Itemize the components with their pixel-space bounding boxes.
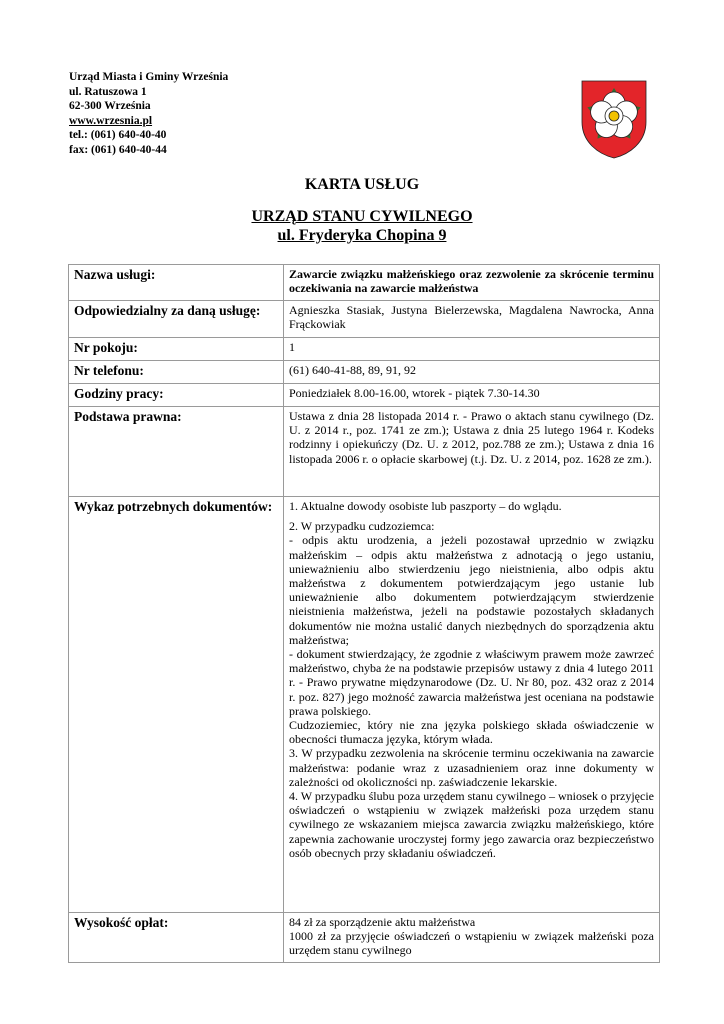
office-address-subtitle: ul. Fryderyka Chopina 9: [277, 227, 447, 244]
office-street: ul. Ratuszowa 1: [69, 85, 147, 98]
office-city: 62-300 Września: [69, 100, 151, 113]
document-item: Cudzoziemiec, który nie zna języka polskiego składa oświadczenie w obecności tłumacza języka, którym włada.: [289, 718, 654, 747]
service-name-value: Zawarcie związku małżeńskiego oraz zezwolenie za skrócenie terminu oczekiwania na zawarcie małżeństwa: [284, 265, 660, 301]
table-row: [69, 913, 660, 963]
coat-of-arms-icon: [578, 78, 650, 160]
document-item: 3. W przypadku zezwolenia na skrócenie terminu oczekiwania na zawarcie małżeństwa: podanie wraz z uzasadnieniem oraz inne dokumenty w zależności od okoliczności np. zaświadczenie lekarskie.: [289, 746, 654, 789]
table-row: [69, 338, 660, 361]
row-label: Nazwa usługi:: [69, 265, 284, 301]
table-row: [69, 361, 660, 384]
row-label: Wykaz potrzebnych dokumentów:: [69, 497, 284, 913]
office-department: URZĄD STANU CYWILNEGO: [251, 208, 473, 225]
office-phone: tel.: (061) 640-40-40: [69, 129, 167, 142]
working-hours-value: Poniedziałek 8.00-16.00, wtorek - piątek 7.30-14.30: [284, 384, 660, 407]
legal-basis-value: Ustawa z dnia 28 listopada 2014 r. - Prawo o aktach stanu cywilnego (Dz. U. z 2014 r., poz. 1741 ze zm.); Ustawa z dnia 25 lutego 1964 r. Kodeks rodzinny i opiekuńczy (Dz. U. z 2012, poz.788 ze zm.); Ustawa z dnia 16 listopada 2006 r. o opłacie skarbowej (t.j. Dz. U. z 2014, poz. 1628 ze zm.).: [284, 407, 660, 497]
row-label: Nr telefonu:: [69, 361, 284, 384]
page-title: KARTA USŁUG: [304, 176, 420, 193]
responsible-persons-value: Agnieszka Stasiak, Justyna Bielerzewska, Magdalena Nawrocka, Anna Frąckowiak: [284, 301, 660, 338]
document-item: 1. Aktualne dowody osobiste lub paszporty – do wglądu.: [289, 499, 562, 513]
table-row: [69, 407, 660, 497]
row-label: Godziny pracy:: [69, 384, 284, 407]
fee-line: 84 zł za sporządzenie aktu małżeństwa: [289, 915, 476, 929]
office-fax: fax: (061) 640-40-44: [69, 143, 167, 156]
row-label: Odpowiedzialny za daną usługę:: [69, 301, 284, 338]
row-label: Nr pokoju:: [69, 338, 284, 361]
row-label: Podstawa prawna:: [69, 407, 284, 497]
office-address-block: [69, 70, 228, 158]
table-row: [69, 497, 660, 913]
document-item: 2. W przypadku cudzoziemca:: [289, 519, 435, 534]
fee-line: 1000 zł za przyjęcie oświadczeń o wstąpieniu w związek małżeński poza urzędem stanu cywilnego: [289, 929, 654, 958]
website-link[interactable]: www.wrzesnia.pl: [69, 114, 153, 127]
document-item: 4. W przypadku ślubu poza urzędem stanu cywilnego – wniosek o przyjęcie oświadczeń o wstąpieniu w związek małżeński poza urzędem stanu cywilnego ze wskazaniem miejsca zawarcia związku małżeńskiego, które zapewnia zachowanie uroczystej formy jego zawarcia oraz bezpieczeństwo osób obecnych przy składaniu oświadczeń.: [289, 789, 654, 860]
phone-numbers-value: (61) 640-41-88, 89, 91, 92: [284, 361, 660, 384]
table-row: [69, 265, 660, 301]
table-row: [69, 301, 660, 338]
document-item: - odpis aktu urodzenia, a jeżeli pozostawał uprzednio w związku małżeńskim – odpis aktu małżeństwa z adnotacją o jego ustaniu, unieważnieniu albo stwierdzeniu jego nieistnienia, albo odpis aktu małżeństwa z dokumentem potwierdzającym jego ustanie lub unieważnienie albo dokumentem potwierdzającym stwierdzenie nieistnienia małżeństwa, jeżeli na podstawie pozostałych składanych dokumentów nie można ustalić danych niezbędnych do sporządzenia aktu małżeństwa;: [289, 533, 654, 647]
required-documents-value: [284, 497, 660, 913]
row-label: Wysokość opłat:: [69, 913, 284, 963]
document-item: - dokument stwierdzający, że zgodnie z właściwym prawem może zawrzeć małżeństwo, chyba że na podstawie przepisów ustawy z dnia 4 lutego 2011 r. - Prawo prywatne międzynarodowe (Dz. U. Nr 80, poz. 432 oraz z 2014 r. poz. 827) jego możność zawarcia małżeństwa jest oceniana na podstawie prawa polskiego.: [289, 647, 654, 718]
room-number-value: 1: [284, 338, 660, 361]
office-name: Urząd Miasta i Gminy Września: [69, 71, 229, 83]
table-row: [69, 384, 660, 407]
service-info-table: [68, 264, 660, 963]
fees-value: [284, 913, 660, 963]
